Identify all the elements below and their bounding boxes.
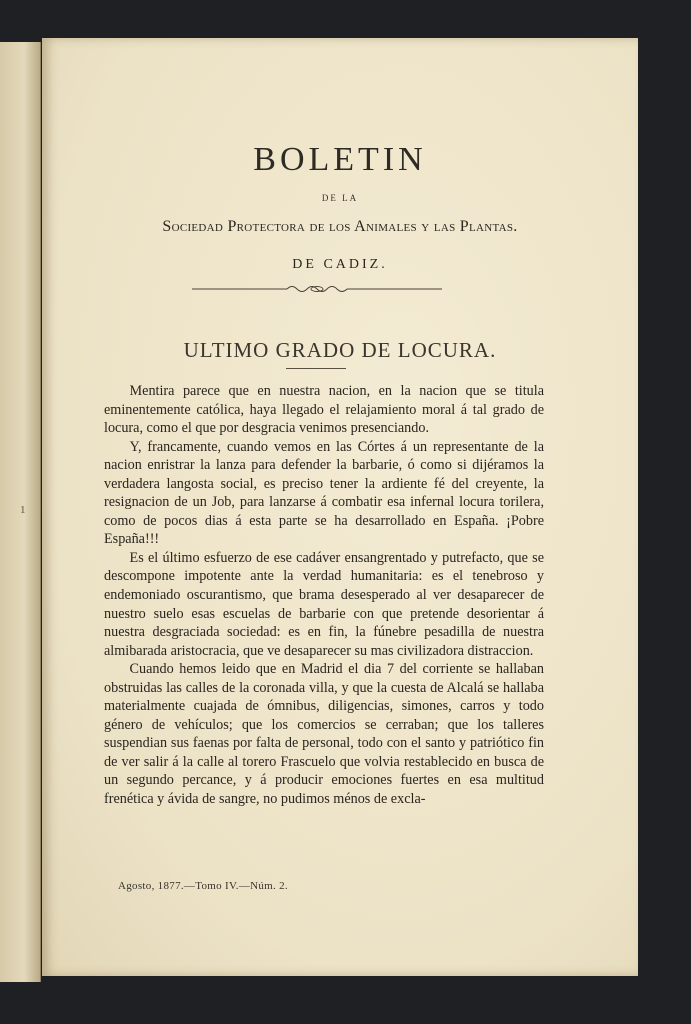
document-page	[42, 38, 638, 976]
issue-footer: Agosto, 1877.—Tomo IV.—Núm. 2.	[118, 880, 288, 892]
left-page-edge	[0, 42, 41, 982]
paragraph-3: Es el último esfuerzo de ese cadáver ensangrentado y putrefacto, que se descompone impotente ante la verdad humanitaria: es el tenebroso y endemoniado oscurantismo, que brama desesperado al ver desaparecer de nuestro suelo esas escuelas de barbarie con que pretende desorientar á nuestra desgraciada sociedad: es en fin, la fúnebre pesadilla de nuestra almibarada aristocracia, que ve desaparecer su mas civilizadora distraccion.	[104, 549, 544, 659]
city-label: DE CADIZ.	[292, 257, 388, 272]
paragraph-4: Cuando hemos leido que en Madrid el dia 7 del corriente se hallaban obstruidas las calles de la coronada villa, y que la cuesta de Alcalá se hallaba materialmente cuajada de ómnibus, diligencias, simones, carros y todo género de vehículos; que los comercios se cerraban; que los talleres suspendian sus faenas por falta de personal, todo con el santo y patriótico fin de ver salir á la calle al torero Frascuelo que volvia restablecido en busca de un segundo percance, y á producir emociones fuertes en esa multitud frenética y ávida de sangre, no pudimos ménos de excla-	[104, 661, 544, 808]
article-body	[104, 382, 544, 809]
bulletin-title: BOLETIN	[253, 141, 427, 178]
article-title: ULTIMO GRADO DE LOCURA.	[183, 338, 497, 362]
ornament-rule-icon	[192, 283, 442, 295]
left-margin-mark: 1	[20, 504, 26, 516]
society-name: Sociedad Protectora de los Animales y las Plantas.	[162, 218, 518, 235]
title-underline	[286, 368, 346, 369]
de-la-label: DE LA	[321, 193, 359, 203]
paragraph-2: Y, francamente, cuando vemos en las Córtes á un representante de la nacion enristrar la lanza para defender la barbarie, ó como si dijéramos la verdadera langosta social, es preciso tener la ardiente fé del creyente, la resignacion de un Job, para lanzarse á combatir esa infernal locura torilera, como de pocos dias á esta parte se ha desarrollado en España. ¡Pobre España!!!	[104, 438, 544, 548]
paragraph-1: Mentira parece que en nuestra nacion, en la nacion que se titula eminentemente católica, haya llegado el relajamiento moral á tal grado de locura, como el que por desgracia venimos presenciando.	[104, 383, 544, 437]
